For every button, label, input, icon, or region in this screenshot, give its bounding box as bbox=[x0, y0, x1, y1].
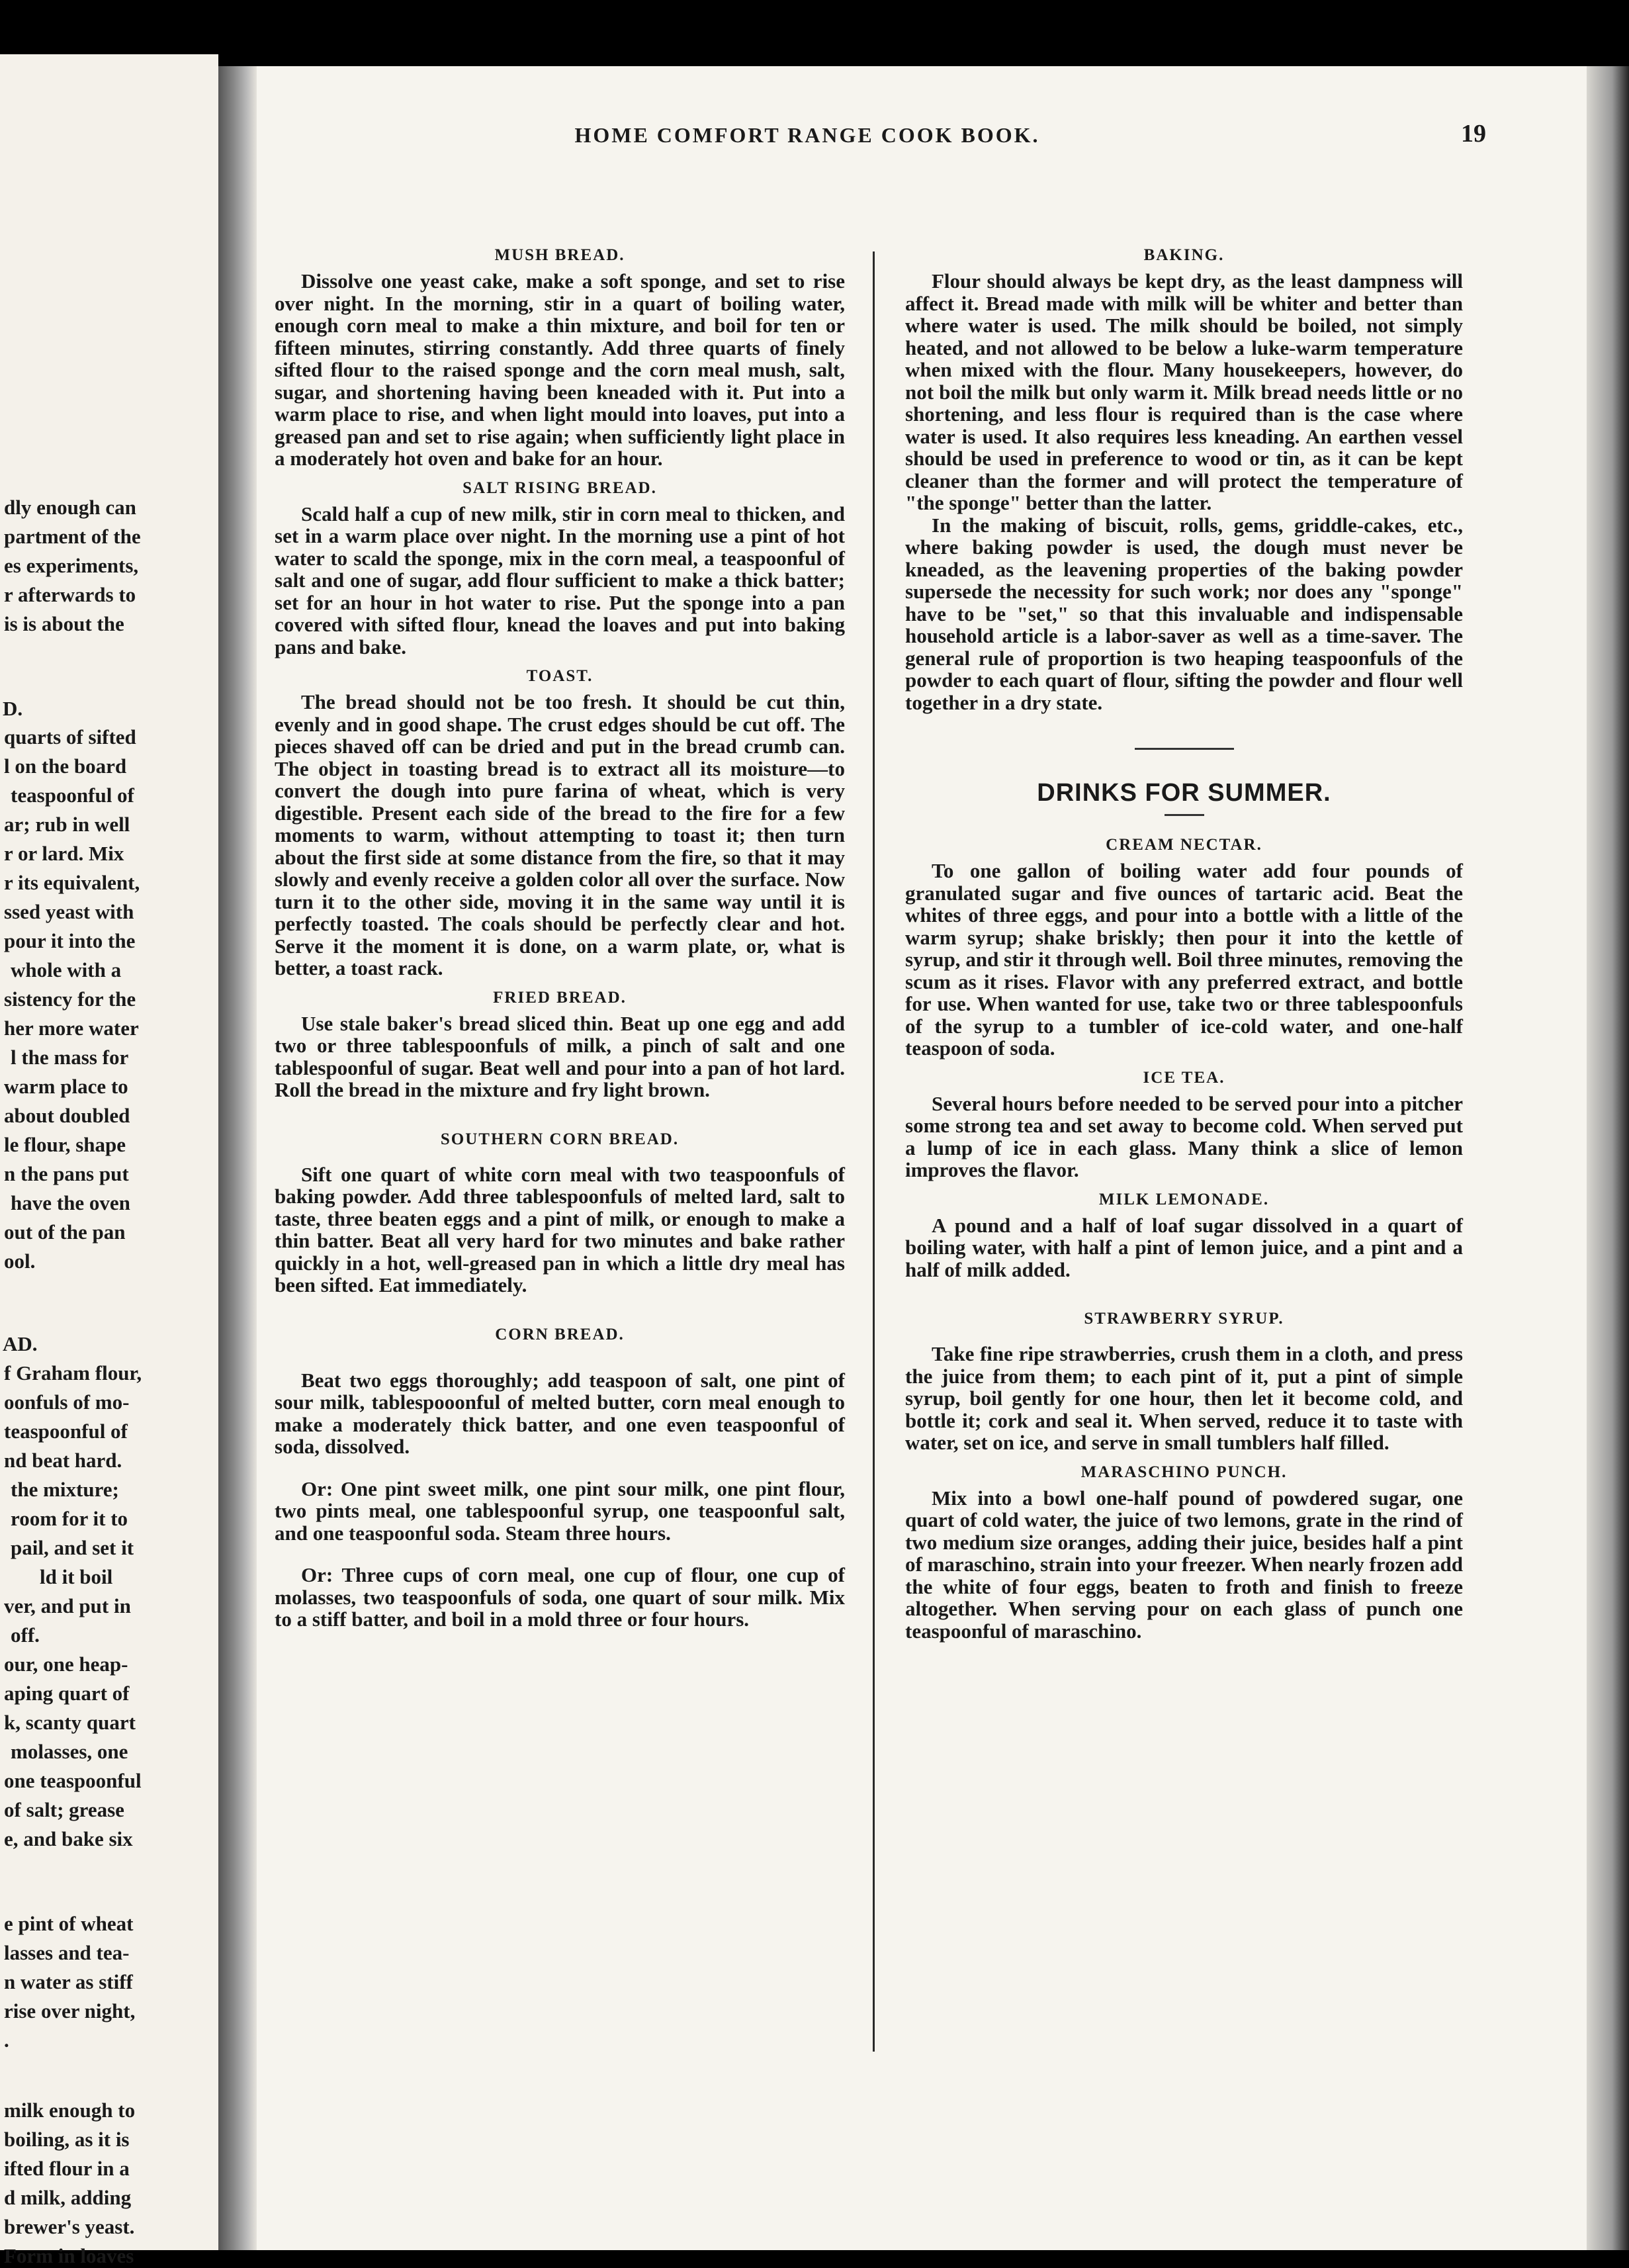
facing-page-text-line: ld it boil bbox=[40, 1565, 113, 1588]
facing-page-text-line: sistency for the bbox=[4, 987, 136, 1011]
southern-corn-bread-text: Sift one quart of white corn meal with two teaspoonfuls of baking powder. Add three tablespoonfuls of melted lard, salt to taste, three beaten eggs and a pint of milk, or enough to make a thin batter. Beat all very hard for two minutes and bake rather quickly in a hot, well-greased pan in which a little dry meal has been sifted. Eat immediately. bbox=[275, 1162, 845, 1296]
facing-page-text-line: one teaspoonful bbox=[4, 1769, 142, 1792]
left-column bbox=[275, 246, 845, 1631]
facing-page-text-line: milk enough to bbox=[4, 2099, 136, 2122]
facing-page-text-line: ifted flour in a bbox=[4, 2157, 130, 2180]
section-title-fried-bread: FRIED BREAD. bbox=[493, 988, 627, 1007]
facing-page-text-line: l the mass for bbox=[11, 1046, 129, 1069]
facing-page-text-line: . bbox=[4, 2028, 9, 2052]
milk-lemonade-text: A pound and a half of loaf sugar dissolved in a quart of boiling water, with half a pint of lemon juice, and a pint and a half of milk added. bbox=[905, 1213, 1463, 1281]
facing-page-text-line: Form in loaves bbox=[4, 2244, 134, 2267]
section-title-ice-tea: ICE TEA. bbox=[1143, 1068, 1225, 1087]
section-title-milk-lemonade: MILK LEMONADE. bbox=[1098, 1190, 1270, 1208]
facing-page-text-line: dly enough can bbox=[4, 496, 136, 519]
facing-page-text-line: have the oven bbox=[11, 1191, 130, 1214]
mush-bread-text: Dissolve one yeast cake, make a soft sponge, and set to rise over night. In the morning, stir in a quart of boiling water, enough corn meal to make a thin mixture, and boil for ten or fifteen minutes, stirring constantly. Add three quarts of finely sifted flour to the raised sponge and the corn meal mush, salt, sugar, and shortening having been kneaded with it. Put into a warm place to rise, and when light mould into loaves, put into a greased pan and set to rise again; when sufficiently light place in a moderately hot oven and bake for an hour. bbox=[275, 269, 845, 470]
facing-page-text-line: boiling, as it is bbox=[4, 2128, 130, 2151]
facing-page-text-line: es experiments, bbox=[4, 554, 139, 577]
facing-page-text-line: r its equivalent, bbox=[4, 871, 140, 894]
facing-page-text-line: room for it to bbox=[11, 1507, 128, 1530]
facing-page-text-line: out of the pan bbox=[4, 1220, 126, 1244]
facing-page-text-line: e, and bake six bbox=[4, 1827, 133, 1850]
facing-page-text-line: molasses, one bbox=[11, 1740, 128, 1763]
facing-page-text-line: r afterwards to bbox=[4, 583, 136, 606]
fried-bread-text: Use stale baker's bread sliced thin. Beat up one egg and add two or three tablespoonfuls of milk, a pinch of salt and one tablespoonful of sugar. Beat well and pour into a pan of hot lard. Roll the bread in the mixture and fry light brown. bbox=[275, 1011, 845, 1101]
facing-page-text-line: brewer's yeast. bbox=[4, 2215, 135, 2238]
maraschino-punch-text: Mix into a bowl one-half pound of powdered sugar, one quart of cold water, the juice of two lemons, grate in the rind of two medium size oranges, adding their juice, besides half a pint of maraschino, strain into your freezer. When nearly frozen add the white of four eggs, beaten to froth and finish to freeze altogether. When serving pour on each glass of punch one teaspoonful of maraschino. bbox=[905, 1486, 1463, 1643]
page-number: 19 bbox=[1461, 120, 1486, 148]
facing-page-text-line: is is about the bbox=[4, 612, 124, 635]
facing-page-text-line: ver, and put in bbox=[4, 1594, 131, 1617]
corn-bread-text-1: Beat two eggs thoroughly; add teaspoon of salt, one pint of sour milk, tablespooonful of melted butter, corn meal enough to make a moderately thick batter, and one even teaspoonful of soda, dissolved. bbox=[275, 1368, 845, 1458]
facing-page-text-line: lasses and tea- bbox=[4, 1941, 130, 1964]
facing-page-text-line: r or lard. Mix bbox=[4, 842, 124, 865]
facing-page-text-line: quarts of sifted bbox=[4, 725, 136, 748]
facing-page-text-line: teaspoonful of bbox=[11, 784, 134, 807]
facing-page-text-line: pour it into the bbox=[4, 929, 136, 952]
facing-page-text-line: her more water bbox=[4, 1017, 139, 1040]
book-gutter bbox=[218, 66, 257, 2250]
facing-page-text-line: whole with a bbox=[11, 958, 122, 981]
facing-page-text-line: ar; rub in well bbox=[4, 813, 130, 836]
facing-page-text-line: oonfuls of mo- bbox=[4, 1390, 130, 1414]
facing-page-text-line: D. bbox=[3, 697, 23, 720]
section-title-southern-corn-bread: SOUTHERN CORN BREAD. bbox=[440, 1130, 680, 1148]
facing-page-text-line: d milk, adding bbox=[4, 2186, 132, 2209]
facing-page-text-line: le flour, shape bbox=[4, 1133, 126, 1156]
facing-page-text-line: k, scanty quart bbox=[4, 1711, 136, 1734]
cream-nectar-text: To one gallon of boiling water add four pounds of granulated sugar and five ounces of tartaric acid. Beat the whites of three eggs, and pour into a bottle with a little of the warm syrup; shake briskly; then pour it into the kettle of syrup, and stir it through well. Boil three minutes, removing the scum as it rises. Flavor with any preferred extract, and bottle for use. When wanted for use, take two or three tablespoonfuls of the syrup to a tumbler of ice-cold water, and one-half teaspoon of soda. bbox=[905, 859, 1463, 1060]
facing-page-text-line: rise over night, bbox=[4, 1999, 136, 2022]
page-edge bbox=[1587, 66, 1629, 2250]
corn-bread-text-3: Or: Three cups of corn meal, one cup of flour, one cup of molasses, two teaspoonfuls of soda, one quart of sour milk. Mix to a stiff batter, and boil in a mold three or four hours. bbox=[275, 1563, 845, 1631]
running-title: HOME COMFORT RANGE COOK BOOK. bbox=[574, 123, 1040, 147]
section-title-toast: TOAST. bbox=[526, 667, 594, 685]
facing-page-text-line: our, one heap- bbox=[4, 1653, 128, 1676]
facing-page-text-line: n water as stiff bbox=[4, 1970, 133, 1993]
facing-page-text-line: partment of the bbox=[4, 525, 141, 548]
section-title-maraschino-punch: MARASCHINO PUNCH. bbox=[1080, 1463, 1288, 1481]
facing-page-text-line: ssed yeast with bbox=[4, 900, 134, 923]
facing-page-text-line: ool. bbox=[4, 1249, 36, 1273]
strawberry-syrup-text: Take fine ripe strawberries, crush them in a cloth, and press the juice from them; to each pint of it, put a pint of simple syrup, boil gently for one hour, then let it become cold, and bottle it; cork and seal it. When served, reduce it to taste with water, set on ice, and serve in small tumblers half filled. bbox=[905, 1342, 1463, 1454]
facing-page-text-line: of salt; grease bbox=[4, 1798, 124, 1821]
section-title-mush-bread: MUSH BREAD. bbox=[494, 246, 625, 264]
ice-tea-text: Several hours before needed to be served pour into a pitcher some strong tea and set away to become cold. When served put a lump of ice in each glass. Many think a slice of lemon improves the flavor. bbox=[905, 1091, 1463, 1181]
drinks-for-summer-title: DRINKS FOR SUMMER. bbox=[1037, 779, 1331, 807]
section-title-corn-bread: CORN BREAD. bbox=[495, 1325, 625, 1343]
facing-page-text-line: off. bbox=[11, 1623, 40, 1647]
salt-rising-bread-text: Scald half a cup of new milk, stir in corn meal to thicken, and set in a warm place over night. In the morning use a pint of hot water to scald the sponge, mix in the corn meal, a teaspoonful of salt and one of sugar, add flour sufficient to make a thick batter; set for an hour in hot water to rise. Put the sponge into a pan covered with sifted flour, knead the loaves and put into baking pans and bake. bbox=[275, 502, 845, 658]
baking-text-2: In the making of biscuit, rolls, gems, griddle-cakes, etc., where baking powder is used, the dough must never be kneaded, as the leavening properties of the baking powder supersede the necessity for such work; nor does any "sponge" have to be "set," so that this invaluable and indispensable household article is a labor-saver as well as a time-saver. The general rule of proportion is two heaping teaspoonfuls of the powder to each quart of flour, sifting the powder and flour well together in a dry state. bbox=[905, 513, 1463, 714]
facing-page-text-line: the mixture; bbox=[11, 1478, 119, 1501]
facing-page-text-line: warm place to bbox=[4, 1075, 128, 1098]
facing-page-text-line: AD. bbox=[3, 1332, 38, 1355]
facing-page-fragment bbox=[0, 54, 218, 2267]
facing-page-text-line: aping quart of bbox=[4, 1682, 130, 1705]
facing-page-text-line: n the pans put bbox=[4, 1162, 129, 1185]
facing-page-text-line: l on the board bbox=[4, 754, 127, 778]
baking-text-1: Flour should always be kept dry, as the least dampness will affect it. Bread made with milk will be whiter and better than where water is used. The milk should be boiled, not simply heated, and not allowed to be below a luke-warm temperature when mixed with the flour. Many housekeepers, however, do not boil the milk but only warm it. Milk bread needs little or no shortening, and less flour is required than is the case where water is used. It also requires less kneading. An earthen vessel should be used in preference to wood or tin, as it can be kept cleaner than the former and will protect the temperature of "the sponge" better than the latter. bbox=[905, 269, 1463, 514]
facing-page-text-line: teaspoonful of bbox=[4, 1420, 128, 1443]
section-title-cream-nectar: CREAM NECTAR. bbox=[1106, 836, 1262, 854]
section-title-baking: BAKING. bbox=[1143, 246, 1225, 264]
section-title-salt-rising-bread: SALT RISING BREAD. bbox=[462, 478, 657, 497]
facing-page-text-line: e pint of wheat bbox=[4, 1912, 134, 1935]
facing-page-text-line: about doubled bbox=[4, 1104, 130, 1127]
column-divider bbox=[873, 251, 875, 2052]
facing-page-text-line: pail, and set it bbox=[11, 1536, 134, 1559]
facing-page-text-line: nd beat hard. bbox=[4, 1449, 122, 1472]
toast-text: The bread should not be too fresh. It should be cut thin, evenly and in good shape. The crust edges should be cut off. The pieces shaved off can be dried and put in the bread crumb can. The object in toasting bread is to extract all its moisture—to convert the dough into pure farina of wheat, which is very digestible. Present each side of the bread to the fire for a few moments to warm, without attempting to toast it; then turn about the first side at some distance from the fire, so that it may slowly and evenly receive a golden color all over the surface. Now turn it to the other side, moving it in the same way until it is perfectly toasted. The coals should be perfectly clear and hot. Serve it the moment it is done, on a warm plate, or, what is better, a toast rack. bbox=[275, 690, 845, 979]
right-column bbox=[905, 246, 1463, 1642]
corn-bread-text-2: Or: One pint sweet milk, one pint sour milk, one pint flour, two pints meal, one tablespoonful syrup, one teaspoonful salt, and one teaspoonful soda. Steam three hours. bbox=[275, 1476, 845, 1545]
section-title-strawberry-syrup: STRAWBERRY SYRUP. bbox=[1084, 1310, 1284, 1328]
facing-page-text-line: f Graham flour, bbox=[4, 1361, 142, 1384]
